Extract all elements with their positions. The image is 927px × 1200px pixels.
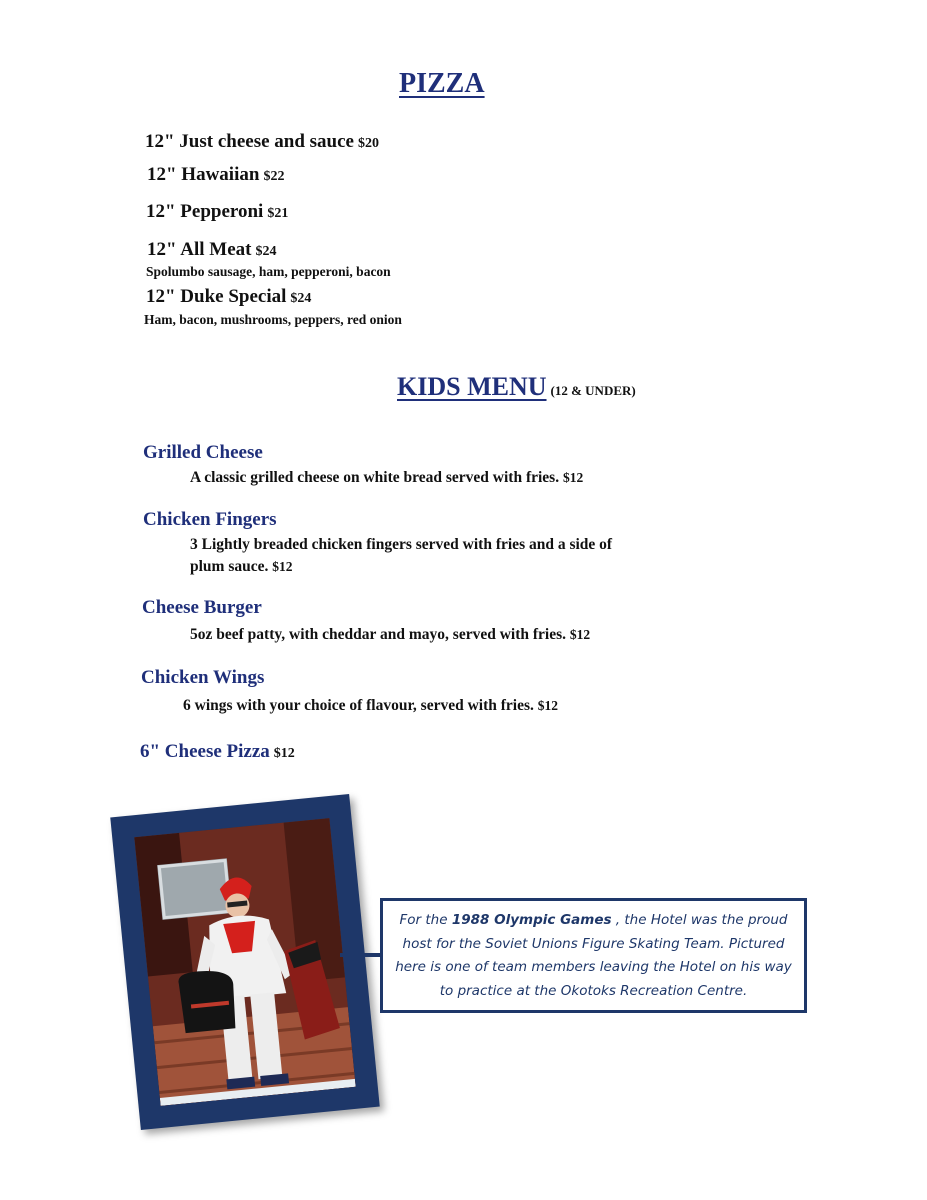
kids-item-description bbox=[190, 534, 650, 578]
kids-item-price: $12 bbox=[272, 559, 293, 574]
caption-prefix: For the bbox=[399, 912, 452, 928]
pizza-item-description: Spolumbo sausage, ham, pepperoni, bacon bbox=[146, 264, 391, 279]
kids-item-description bbox=[183, 695, 653, 717]
connector-line bbox=[340, 953, 382, 957]
kids-item-desc-text: A classic grilled cheese on white bread served with fries. bbox=[190, 469, 560, 486]
photo-caption bbox=[380, 898, 807, 1013]
pizza-item-price: $24 bbox=[290, 291, 312, 306]
kids-item-desc-text: 3 Lightly breaded chicken fingers served with fries and a side of plum sauce. bbox=[190, 536, 613, 575]
kids-item bbox=[140, 741, 295, 763]
kids-item-price: $12 bbox=[562, 470, 584, 485]
kids-heading: KIDS MENU bbox=[397, 372, 547, 401]
caption-highlight: 1988 Olympic Games bbox=[451, 912, 612, 928]
pizza-item-description: Ham, bacon, mushrooms, peppers, red onion bbox=[144, 312, 402, 327]
pizza-heading: PIZZA bbox=[399, 68, 485, 99]
kids-item-name: Grilled Cheese bbox=[143, 442, 263, 463]
kids-item-name: Cheese Burger bbox=[142, 597, 262, 618]
kids-heading-row bbox=[397, 372, 636, 402]
pizza-item-name: 12" Duke Special bbox=[146, 286, 287, 307]
kids-item-name: Chicken Fingers bbox=[143, 509, 277, 530]
caption-text: , the Hotel was the proud host for the Soviet Unions Figure Skating Team. Pictured here is one of team members leaving the Hotel on his way to practice at the Okotoks Recreation Centre. bbox=[395, 912, 792, 999]
kids-item-name: Chicken Wings bbox=[141, 667, 265, 688]
historic-photo bbox=[134, 818, 355, 1106]
kids-item-price: $12 bbox=[537, 698, 559, 713]
kids-age-note: (12 & UNDER) bbox=[550, 383, 636, 398]
kids-item-price: $12 bbox=[273, 746, 295, 761]
pizza-item-name: 12" Hawaiian bbox=[147, 164, 260, 185]
pizza-item bbox=[147, 239, 276, 261]
pizza-item bbox=[145, 131, 379, 153]
kids-item-desc-text: 6 wings with your choice of flavour, served with fries. bbox=[183, 697, 534, 714]
kids-item-description bbox=[190, 624, 660, 646]
kids-item-price: $12 bbox=[569, 627, 591, 642]
pizza-item-name: 12" All Meat bbox=[147, 239, 252, 260]
kids-item-name: 6" Cheese Pizza bbox=[140, 741, 270, 762]
pizza-item-name: 12" Just cheese and sauce bbox=[145, 131, 354, 152]
pizza-item-price: $24 bbox=[255, 244, 277, 259]
pizza-item-price: $22 bbox=[263, 169, 285, 184]
pizza-item bbox=[147, 164, 284, 186]
pizza-item bbox=[146, 286, 311, 308]
skater-photo-illustration bbox=[134, 818, 355, 1106]
kids-item-description bbox=[190, 467, 660, 489]
pizza-item-price: $20 bbox=[358, 136, 379, 151]
pizza-item-price: $21 bbox=[267, 206, 289, 221]
photo-frame bbox=[110, 794, 379, 1130]
kids-item-desc-text: 5oz beef patty, with cheddar and mayo, served with fries. bbox=[190, 626, 566, 643]
pizza-item-name: 12" Pepperoni bbox=[146, 201, 264, 222]
pizza-item bbox=[146, 201, 288, 223]
